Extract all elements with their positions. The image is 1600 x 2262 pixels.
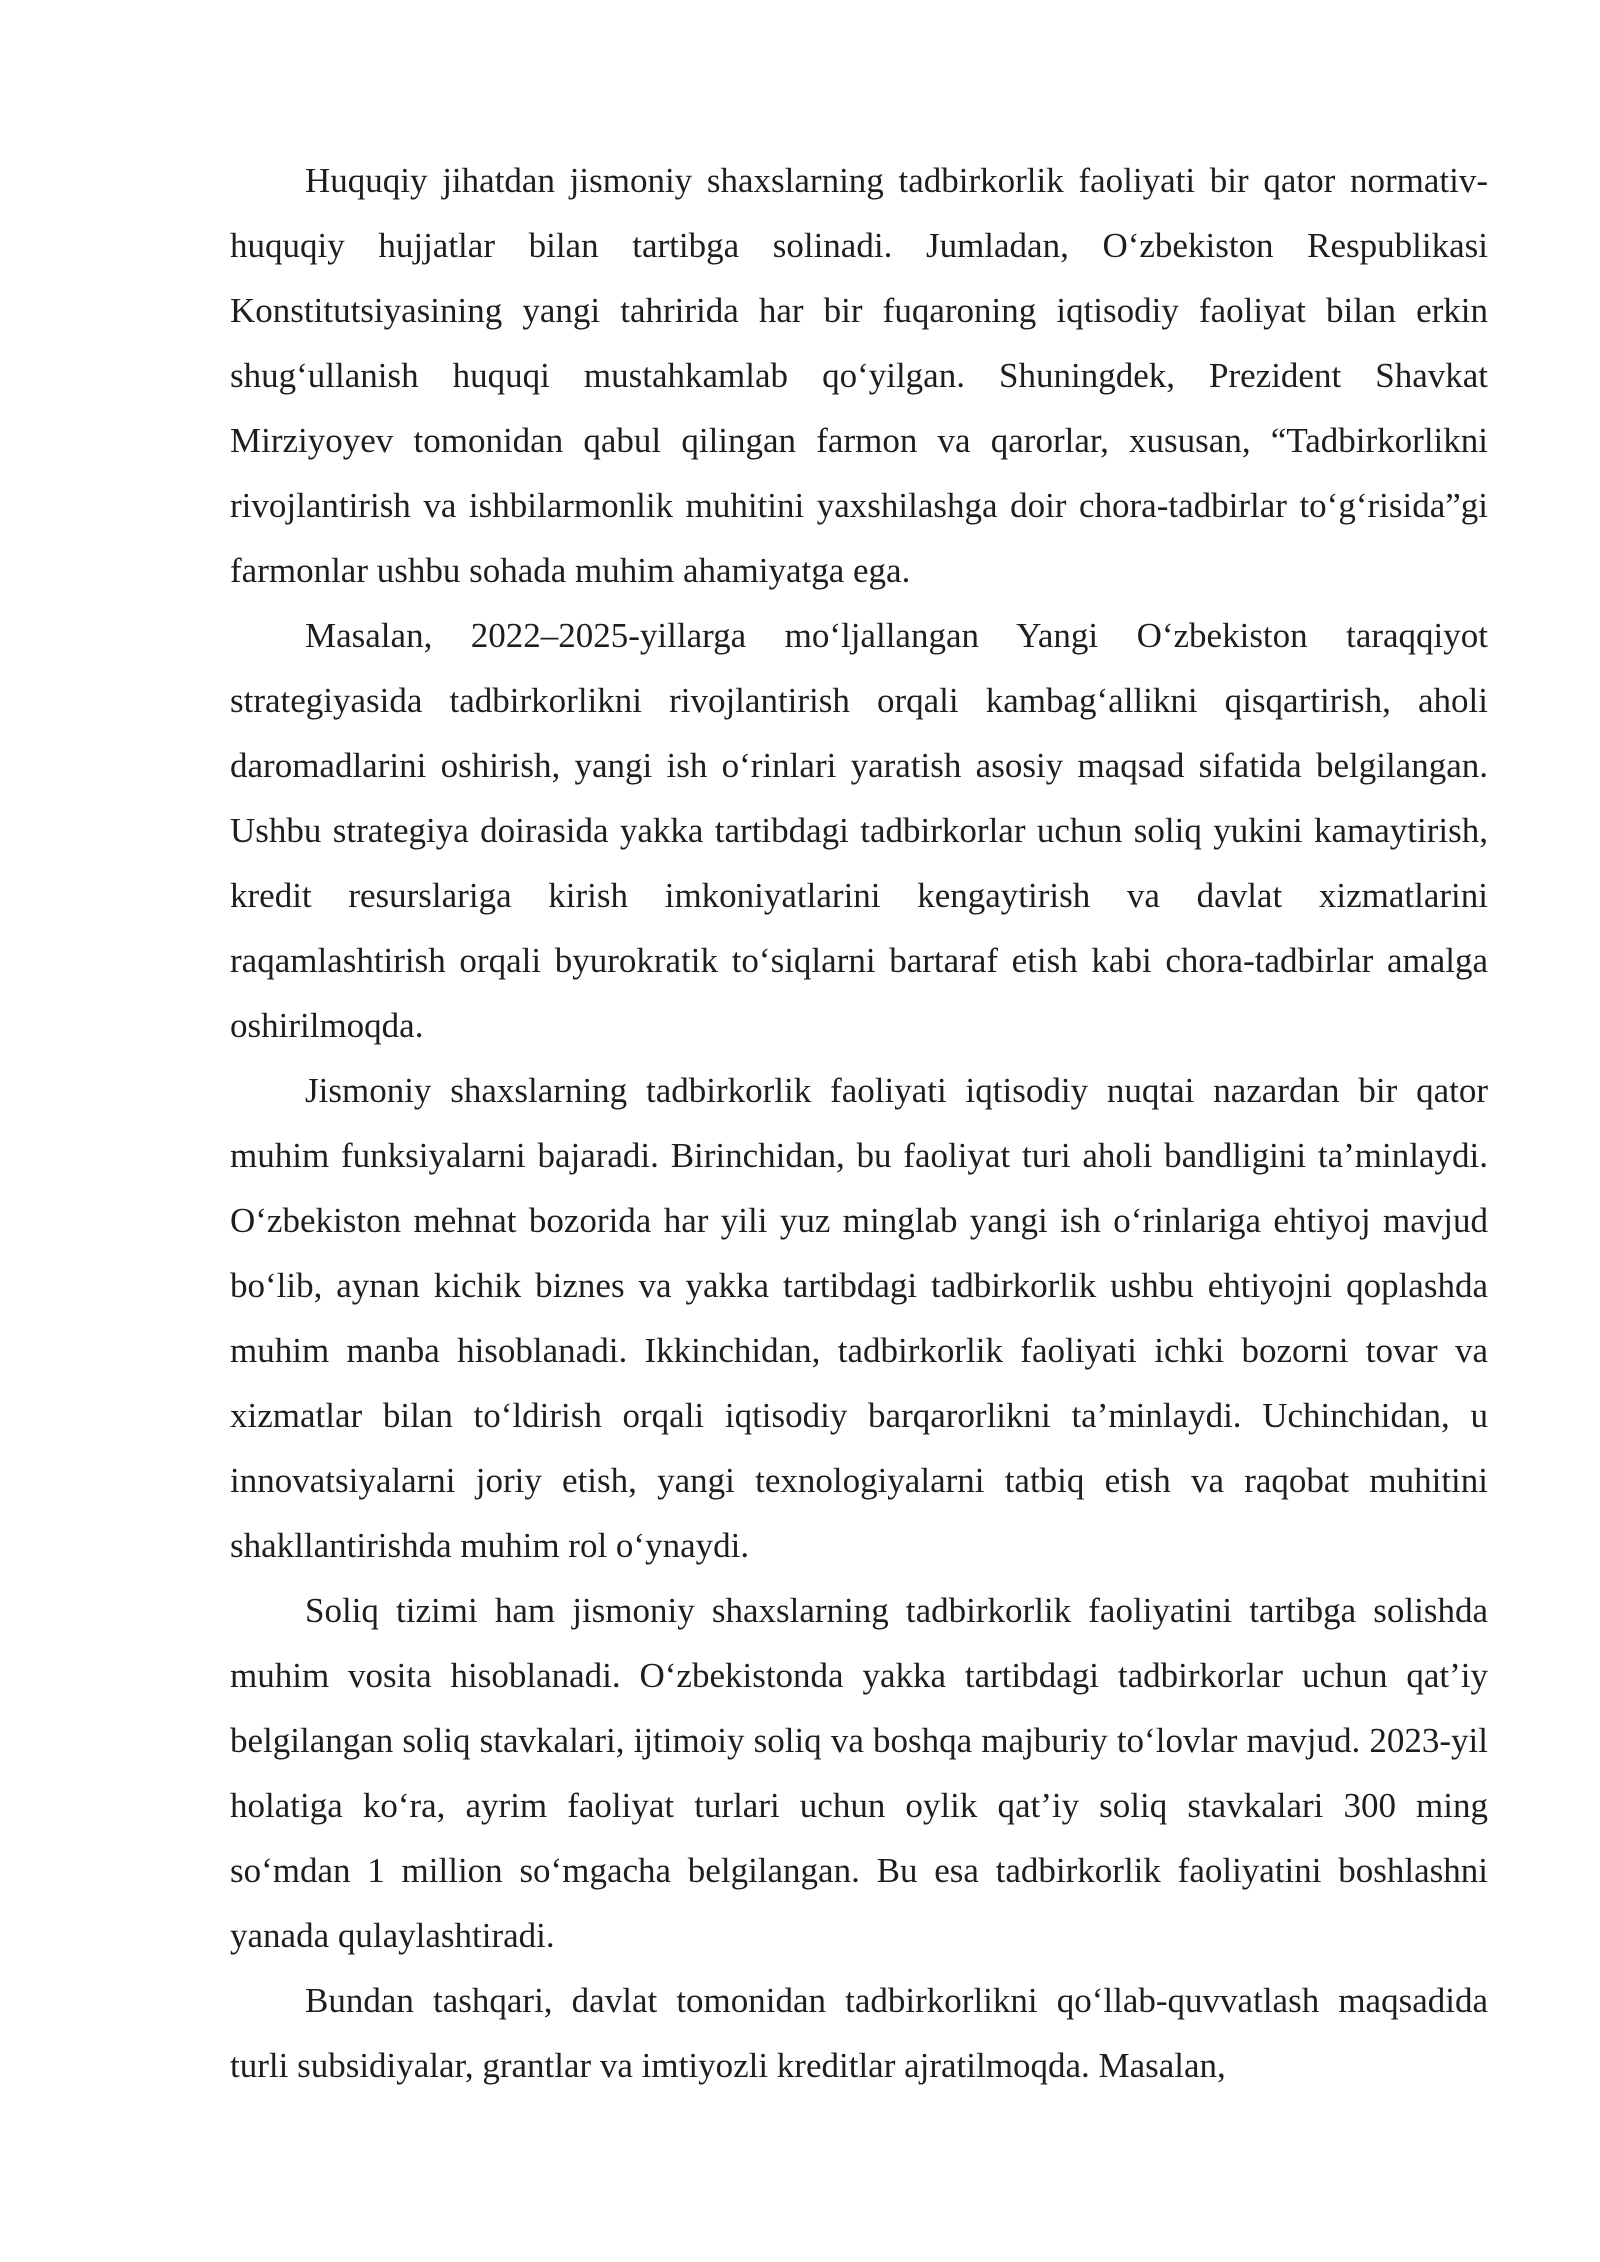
paragraph-tax-system: Soliq tizimi ham jismoniy shaxslarning tadbirkorlik faoliyatini tartibga solishda muhim vosita hisoblanadi. O‘zbekistonda yakka tartibdagi tadbirkorlar uchun qat’iy belgilangan soliq stavkalari, ijtimoiy soliq va boshqa majburiy to‘lovlar mavjud. 2023-yil holatiga ko‘ra, ayrim faoliyat turlari uchun oylik qat’iy soliq stavkalari 300 ming so‘mdan 1 million so‘mgacha belgilangan. Bu esa tadbirkorlik faoliyatini boshlashni yanada qulaylashtiradi. xyxy=(230,1591,1488,1955)
paragraph-legal-regulation: Huquqiy jihatdan jismoniy shaxslarning tadbirkorlik faoliyati bir qator normativ-huquqiy hujjatlar bilan tartibga solinadi. Jumladan, O‘zbekiston Respublikasi Konstitutsiyasining yangi tahririda har bir fuqaroning iqtisodiy faoliyat bilan erkin shug‘ullanish huquqi mustahkamlab qo‘yilgan. Shuningdek, Prezident Shavkat Mirziyoyev tomonidan qabul qilingan farmon va qarorlar, xususan, “Tadbirkorlikni rivojlantirish va ishbilarmonlik muhitini yaxshilashga doir chora-tadbirlar to‘g‘risida”gi farmonlar ushbu sohada muhim ahamiyatga ega. xyxy=(230,161,1488,590)
paragraph-state-support: Bundan tashqari, davlat tomonidan tadbirkorlikni qo‘llab-quvvatlash maqsadida turli subsidiyalar, grantlar va imtiyozli kreditlar ajratilmoqda. Masalan, xyxy=(230,1981,1488,2085)
paragraph-economic-functions: Jismoniy shaxslarning tadbirkorlik faoliyati iqtisodiy nuqtai nazardan bir qator muhim funksiyalarni bajaradi. Birinchidan, bu faoliyat turi aholi bandligini ta’minlaydi. O‘zbekiston mehnat bozorida har yili yuz minglab yangi ish o‘rinlariga ehtiyoj mavjud bo‘lib, aynan kichik biznes va yakka tartibdagi tadbirkorlik ushbu ehtiyojni qoplashda muhim manba hisoblanadi. Ikkinchidan, tadbirkorlik faoliyati ichki bozorni tovar va xizmatlar bilan to‘ldirish orqali iqtisodiy barqarorlikni ta’minlaydi. Uchinchidan, u innovatsiyalarni joriy etish, yangi texnologiyalarni tatbiq etish va raqobat muhitini shakllantirishda muhim rol o‘ynaydi. xyxy=(230,1071,1488,1565)
document-body xyxy=(230,148,1488,2098)
paragraph-development-strategy: Masalan, 2022–2025-yillarga mo‘ljallangan Yangi O‘zbekiston taraqqiyot strategiyasida tadbirkorlikni rivojlantirish orqali kambag‘allikni qisqartirish, aholi daromadlarini oshirish, yangi ish o‘rinlari yaratish asosiy maqsad sifatida belgilangan. Ushbu strategiya doirasida yakka tartibdagi tadbirkorlar uchun soliq yukini kamaytirish, kredit resurslariga kirish imkoniyatlarini kengaytirish va davlat xizmatlarini raqamlashtirish orqali byurokratik to‘siqlarni bartaraf etish kabi chora-tadbirlar amalga oshirilmoqda. xyxy=(230,616,1488,1045)
